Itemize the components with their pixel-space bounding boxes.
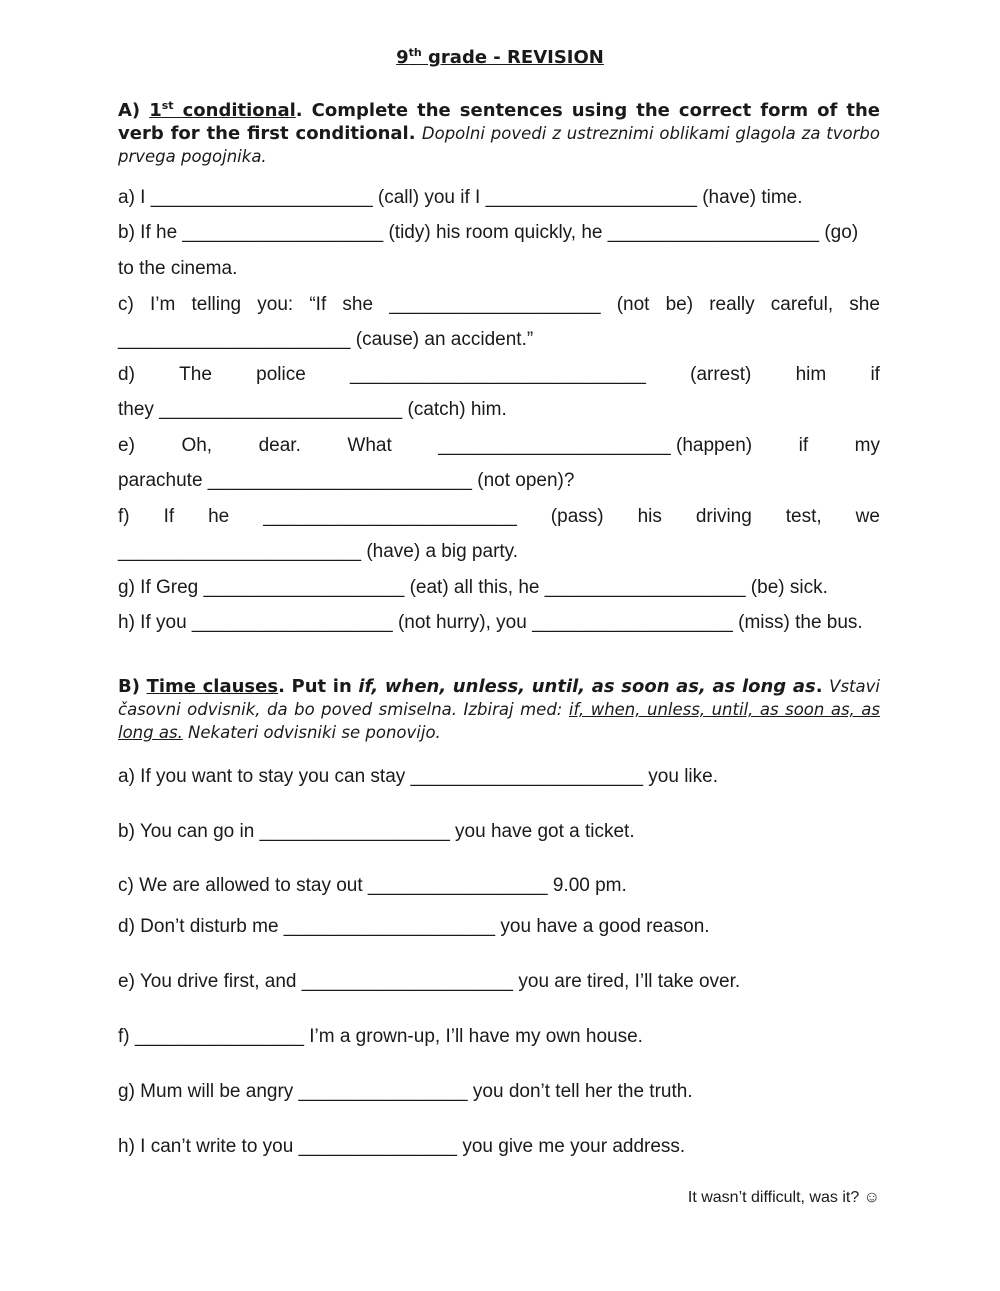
word: Oh,	[181, 435, 213, 456]
exercise-a-line-d1	[118, 363, 880, 387]
exercise-b-line-g: g) Mum will be angry ________________ you don’t tell her the truth.	[118, 1081, 693, 1102]
word: he	[208, 506, 230, 527]
exercise-a-line-g: g) If Greg ___________________ (eat) all this, he ___________________ (be) sick.	[118, 577, 828, 598]
section-b-note: Nekateri odvisniki se ponovijo.	[182, 723, 441, 742]
section-a-heading: conditional	[173, 100, 296, 121]
section-a-instructions	[118, 94, 880, 168]
word: test,	[785, 506, 822, 527]
section-a-letter: A)	[118, 100, 150, 121]
exercise-b-line-h: h) I can’t write to you _______________ you give me your address.	[118, 1136, 686, 1157]
answer-blank[interactable]: ____________________	[389, 294, 601, 315]
title-sup: th	[408, 46, 422, 59]
title-rest: grade - REVISION	[421, 47, 604, 68]
exercise-a-line-c1	[118, 293, 880, 317]
exercise-a-line-f2: _______________________ (have) a big party.	[118, 541, 519, 562]
exercise-a-line-a: a) I _____________________ (call) you if I ____________________ (have) time.	[118, 187, 803, 208]
exercise-a-line-f1	[118, 505, 880, 529]
answer-blank[interactable]: ______________________ (happen)	[438, 435, 753, 456]
section-b-word-list-underlined: if, when, unless, until, as soon as, as long as.	[118, 700, 880, 742]
exercise-a-line-e1	[118, 434, 880, 458]
word: (pass)	[550, 506, 604, 527]
word: really	[709, 294, 755, 315]
word: e)	[118, 435, 135, 456]
word: you:	[257, 294, 294, 315]
section-b-dot: .	[815, 676, 830, 697]
word: “If	[309, 294, 327, 315]
word: The	[179, 364, 212, 385]
section-b-translation: Vstavi časovni odvisnik, da bo poved smiselna. Izbiraj med:	[118, 677, 880, 719]
word: dear.	[258, 435, 301, 456]
exercise-b-line-f: f) ________________ I’m a grown-up, I’ll have my own house.	[118, 1026, 643, 1047]
word: f)	[118, 506, 130, 527]
word: my	[854, 435, 880, 456]
exercise-a-line-e2: parachute _________________________ (not open)?	[118, 470, 575, 491]
word: she	[849, 294, 880, 315]
answer-blank[interactable]: ____________________________	[350, 364, 646, 385]
exercise-b-line-c: c) We are allowed to stay out _________________ 9.00 pm.	[118, 875, 627, 896]
section-b-task: . Put in	[278, 676, 359, 697]
word: him	[795, 364, 827, 385]
exercise-a-line-d2: they _______________________ (catch) him.	[118, 399, 507, 420]
word: his	[637, 506, 662, 527]
word: she	[342, 294, 374, 315]
exercise-b-line-b: b) You can go in __________________ you have got a ticket.	[118, 821, 635, 842]
word: What	[347, 435, 392, 456]
exercise-a-line-b1: b) If he ___________________ (tidy) his room quickly, he ____________________ (go)	[118, 222, 859, 243]
word: telling	[191, 294, 242, 315]
word: careful,	[770, 294, 834, 315]
exercise-a-line-h: h) If you ___________________ (not hurry), you ___________________ (miss) the bus.	[118, 612, 863, 633]
word: c)	[118, 294, 134, 315]
word: if	[798, 435, 809, 456]
word: (not	[616, 294, 650, 315]
title-grade: 9	[396, 47, 409, 68]
word: be)	[665, 294, 694, 315]
word: police	[256, 364, 306, 385]
footer-note: It wasn’t difficult, was it? ☺	[687, 1189, 880, 1206]
section-a-task: . Complete the sentences using the correct form of the verb for the first conditional.	[118, 100, 880, 144]
word: we	[855, 506, 880, 527]
exercise-a-line-c2: ______________________ (cause) an accident.”	[118, 329, 534, 350]
word: if	[870, 364, 880, 385]
section-b-heading: Time clauses	[146, 676, 279, 697]
section-a-num: 1	[149, 100, 162, 121]
exercise-b-line-e: e) You drive first, and ____________________ you are tired, I’ll take over.	[118, 971, 741, 992]
section-b-word-list: if, when, unless, until, as soon as, as long as	[358, 676, 816, 697]
exercise-a-line-b2: to the cinema.	[118, 258, 238, 279]
word: (arrest)	[690, 364, 752, 385]
word: d)	[118, 364, 135, 385]
section-b-instructions	[118, 675, 880, 744]
word: driving	[695, 506, 752, 527]
page-title	[0, 46, 1000, 68]
section-a-sup: st	[161, 99, 174, 112]
answer-blank[interactable]: ________________________	[263, 506, 517, 527]
section-a-translation: Dopolni povedi z ustreznimi oblikami glagola za tvorbo prvega pogojnika.	[118, 124, 880, 166]
exercise-b-line-a: a) If you want to stay you can stay ______________________ you like.	[118, 766, 718, 787]
section-b-letter: B)	[118, 676, 147, 697]
word: If	[163, 506, 175, 527]
exercise-b-line-d: d) Don’t disturb me ____________________ you have a good reason.	[118, 916, 710, 937]
word: I’m	[149, 294, 176, 315]
